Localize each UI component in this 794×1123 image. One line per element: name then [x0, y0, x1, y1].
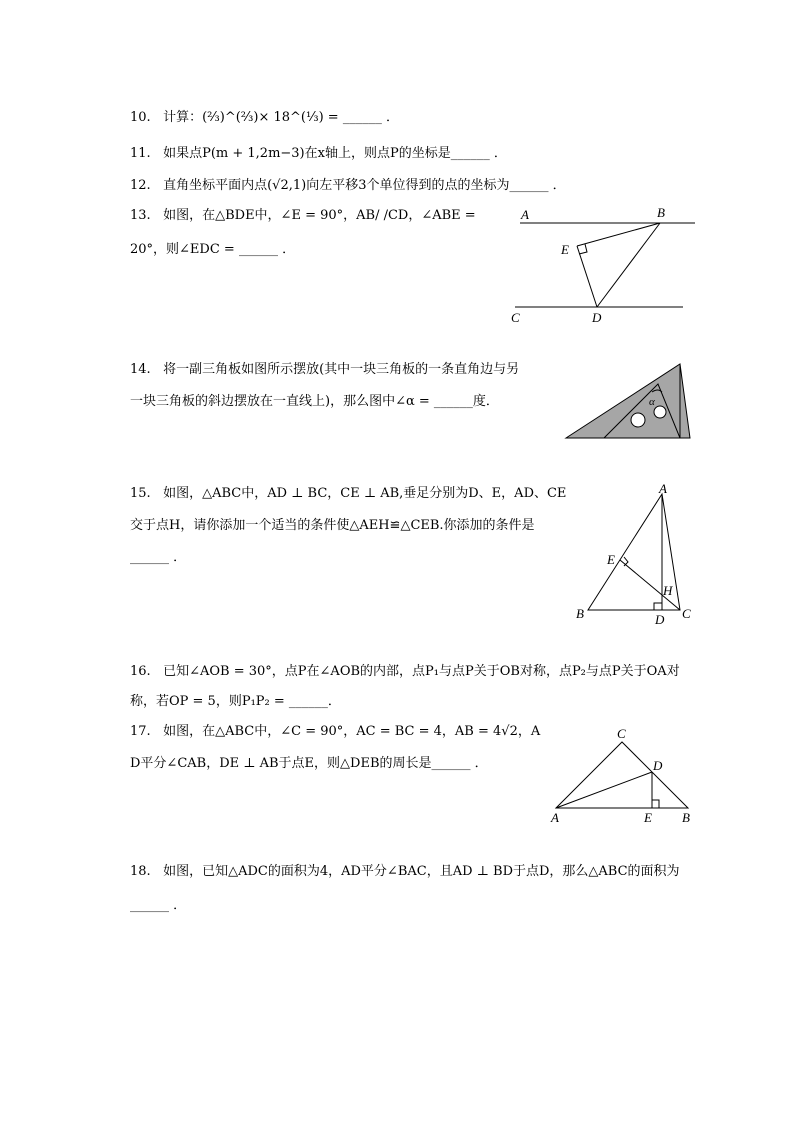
question-text: 计算：(²⁄₃)^(²⁄₃)× 18^(¹⁄₃) = ______ ． — [163, 110, 399, 125]
question-text: ______ ． — [130, 550, 187, 565]
label-d: D — [653, 758, 663, 773]
question-text: ______ ． — [130, 898, 187, 913]
question-11 — [130, 138, 507, 170]
label-alpha: α — [649, 396, 655, 408]
label-e: E — [561, 242, 569, 257]
label-c: C — [511, 310, 520, 325]
question-16 — [130, 656, 680, 688]
question-text: 如图，在△BDE中，∠E = 90°，AB/ /CD，∠ABE = — [163, 208, 476, 223]
right-angle-mark-e — [624, 557, 628, 566]
question-17-line2 — [130, 748, 488, 780]
segment-ed — [577, 246, 597, 307]
question-12 — [130, 170, 566, 202]
question-15 — [130, 478, 566, 510]
label-a: A — [551, 810, 559, 825]
label-b: B — [657, 205, 665, 220]
label-h: H — [663, 583, 673, 598]
bisector-ad — [556, 772, 652, 808]
question-text: 直角坐标平面内点(√2,1)向左平移3个单位得到的点的坐标为______ ． — [163, 178, 566, 193]
ruler-hole — [631, 413, 645, 427]
question-15-line3 — [130, 542, 186, 574]
question-text: D平分∠CAB，DE ⊥ AB于点E，则△DEB的周长是______ ． — [130, 756, 488, 771]
question-number: 18. — [130, 864, 151, 879]
question-18 — [130, 856, 680, 888]
question-text: 20°，则∠EDC = ______ ． — [130, 242, 296, 257]
triangle-abc — [556, 742, 688, 808]
right-angle-mark-d — [654, 603, 662, 610]
segment-bd — [597, 223, 660, 307]
question-number: 15. — [130, 486, 151, 501]
question-text: 如图，已知△ADC的面积为4，AD平分∠BAC，且AD ⊥ BD于点D，那么△ABC的面积为 — [163, 864, 680, 879]
question-text: 交于点H，请你添加一个适当的条件使△AEH≌△CEB.你添加的条件是 — [130, 518, 535, 533]
label-c: C — [682, 606, 691, 621]
label-d: D — [655, 612, 665, 627]
question-text: 如图，在△ABC中，∠C = 90°，AC = BC = 4，AB = 4√2，A — [163, 724, 541, 739]
question-number: 14. — [130, 362, 151, 377]
right-angle-mark — [652, 800, 659, 808]
label-e: E — [607, 552, 615, 567]
label-a: A — [659, 482, 667, 496]
label-b: B — [682, 810, 690, 825]
label-c: C — [617, 726, 626, 741]
question-text: 称，若OP = 5，则P₁P₂ = ______． — [130, 694, 341, 709]
question-14-line2 — [130, 386, 499, 418]
question-14 — [130, 354, 519, 386]
figure-15 — [570, 482, 700, 627]
question-17 — [130, 716, 540, 748]
label-a: A — [521, 207, 529, 222]
question-16-line2 — [130, 686, 341, 718]
question-number: 11. — [130, 146, 151, 161]
segment-be — [577, 223, 660, 246]
question-text: 已知∠AOB = 30°，点P在∠AOB的内部，点P₁与点P关于OB对称，点P₂与点P关于OA对 — [163, 664, 680, 679]
question-number: 10. — [130, 110, 151, 125]
question-number: 12. — [130, 178, 151, 193]
question-text: 一块三角板的斜边摆放在一直线上)，那么图中∠α = ______度． — [130, 394, 499, 409]
question-13-line2 — [130, 234, 295, 266]
question-number: 16. — [130, 664, 151, 679]
ruler-hole — [654, 406, 666, 418]
question-15-line2 — [130, 510, 535, 542]
question-text: 将一副三角板如图所示摆放(其中一块三角板的一条直角边与另 — [163, 362, 520, 377]
question-10 — [130, 102, 399, 134]
label-e: E — [644, 810, 652, 825]
question-number: 13. — [130, 208, 151, 223]
question-text: 如图，△ABC中，AD ⊥ BC，CE ⊥ AB,垂足分别为D、E，AD、CE — [163, 486, 567, 501]
question-18-line2 — [130, 890, 186, 922]
question-text: 如果点P(m + 1,2m−3)在x轴上，则点P的坐标是______ ． — [163, 146, 507, 161]
figure-14 — [560, 358, 700, 444]
figure-17 — [540, 724, 700, 828]
label-b: B — [576, 606, 584, 621]
figure-13 — [505, 200, 705, 330]
label-d: D — [592, 310, 602, 325]
question-number: 17. — [130, 724, 151, 739]
question-13 — [130, 200, 476, 232]
